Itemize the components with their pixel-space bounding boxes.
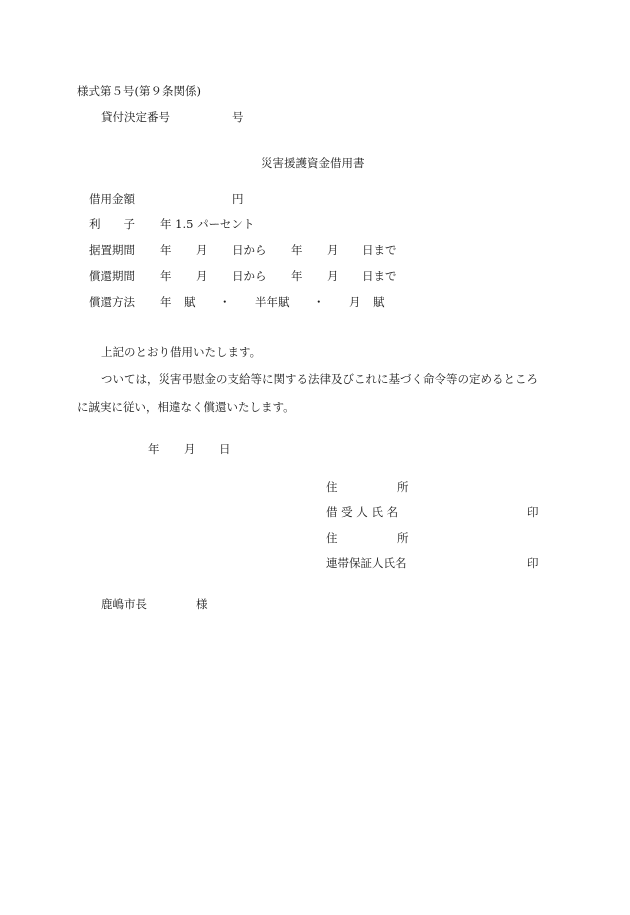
body-line-3: に誠実に従い，相違なく償還いたします。 bbox=[77, 400, 295, 414]
amount-label: 借用金額 bbox=[89, 192, 135, 206]
grace-month2: 月 bbox=[327, 243, 339, 257]
method-monthly-b: 賦 bbox=[373, 295, 385, 309]
amount-unit: 円 bbox=[232, 192, 244, 206]
decision-no-label: 貸付決定番号 bbox=[101, 110, 170, 124]
method-label: 償還方法 bbox=[89, 295, 135, 309]
date-day: 日 bbox=[219, 442, 231, 456]
repay-period-year: 年 bbox=[160, 269, 172, 283]
guarantor-name-label: 連帯保証人氏名 bbox=[326, 556, 407, 570]
method-dot-1: ・ bbox=[219, 295, 231, 309]
date-year: 年 bbox=[148, 442, 160, 456]
method-semiannual: 半年賦 bbox=[255, 295, 290, 309]
decision-no-suffix: 号 bbox=[232, 110, 244, 124]
repay-period-label: 償還期間 bbox=[89, 269, 135, 283]
method-monthly-a: 月 bbox=[349, 295, 361, 309]
borrower-address-a: 住 bbox=[326, 480, 338, 494]
interest-value: 年 1.5 パーセント bbox=[160, 217, 255, 231]
date-month: 月 bbox=[184, 442, 196, 456]
grace-until: 日まで bbox=[362, 243, 397, 257]
grace-year: 年 bbox=[160, 243, 172, 257]
interest-label: 利 子 bbox=[89, 217, 135, 231]
repay-period-month: 月 bbox=[196, 269, 208, 283]
method-dot-2: ・ bbox=[313, 295, 325, 309]
document-title: 災害援護資金借用書 bbox=[261, 156, 365, 170]
method-annual-a: 年 bbox=[160, 295, 172, 309]
borrower-address-b: 所 bbox=[397, 480, 409, 494]
repay-period-from: 日から bbox=[232, 269, 267, 283]
guarantor-seal: 印 bbox=[527, 556, 539, 570]
repay-period-month2: 月 bbox=[327, 269, 339, 283]
repay-period-year2: 年 bbox=[291, 269, 303, 283]
method-annual-b: 賦 bbox=[184, 295, 196, 309]
addressee-label: 鹿嶋市長 bbox=[101, 597, 147, 611]
grace-from: 日から bbox=[232, 243, 267, 257]
grace-year2: 年 bbox=[291, 243, 303, 257]
grace-label: 据置期間 bbox=[89, 243, 135, 257]
guarantor-address-a: 住 bbox=[326, 531, 338, 545]
grace-month: 月 bbox=[196, 243, 208, 257]
borrower-seal: 印 bbox=[527, 505, 539, 519]
repay-period-until: 日まで bbox=[362, 269, 397, 283]
guarantor-address-b: 所 bbox=[397, 531, 409, 545]
form-label: 様式第５号(第９条関係) bbox=[77, 84, 201, 98]
addressee-honorific: 様 bbox=[196, 597, 208, 611]
borrower-name-label: 借 受 人 氏 名 bbox=[326, 505, 399, 519]
body-line-2: ついては，災害弔慰金の支給等に関する法律及びこれに基づく命令等の定めるところ bbox=[101, 372, 538, 386]
body-line-1: 上記のとおり借用いたします。 bbox=[101, 345, 262, 359]
